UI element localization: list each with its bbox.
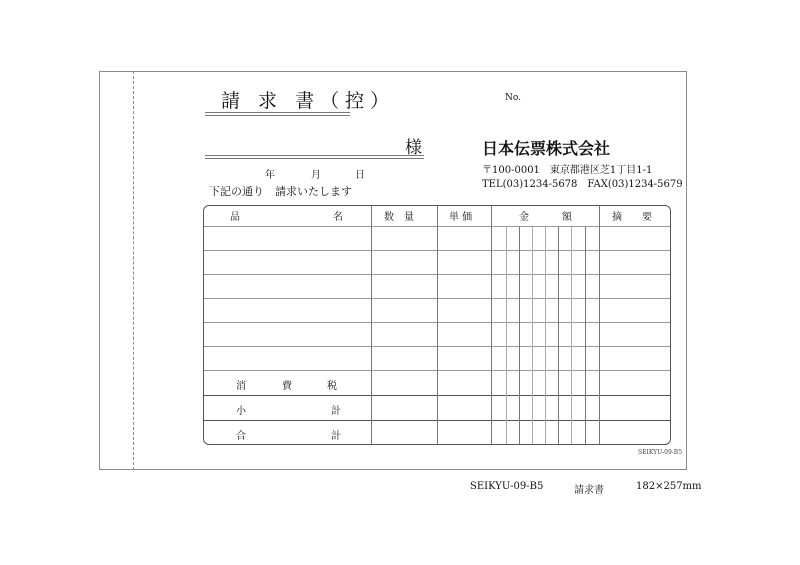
billing-notice: 下記の通り 請求いたします [209, 185, 352, 198]
total-label-2: 計 [331, 431, 341, 442]
footer-product-size: 182×257mm [636, 481, 702, 492]
digit-divider [558, 227, 559, 444]
column-divider [371, 206, 372, 444]
digit-divider [571, 227, 572, 444]
issuer-phone-fax: TEL(03)1234-5678 FAX(03)1234-5679 [482, 179, 683, 190]
footer-product-code: SEIKYU-09-B5 [470, 481, 544, 492]
column-divider [599, 206, 600, 444]
addressee-line [205, 155, 424, 156]
footer-product-name: 請求書 [574, 485, 604, 496]
digit-divider [532, 227, 533, 444]
date-month-label: 月 [311, 170, 321, 181]
number-label: No. [505, 93, 521, 103]
header-unit-price: 単 価 [449, 212, 473, 223]
issuer-address: 〒100-0001 東京都港区芝1丁目1-1 [482, 165, 653, 176]
header-remarks: 摘 要 [612, 212, 652, 223]
date-day-label: 日 [355, 170, 365, 181]
header-quantity: 数 量 [384, 212, 414, 223]
total-label-1: 合 [236, 431, 246, 442]
digit-divider [545, 227, 546, 444]
header-name: 名 [333, 212, 343, 223]
binding-perforation [133, 71, 134, 470]
subtotal-label-2: 計 [331, 406, 341, 417]
tax-label-1: 消 [236, 381, 246, 392]
title-underline [205, 112, 350, 113]
date-year-label: 年 [265, 170, 275, 181]
digit-divider [519, 227, 520, 444]
tax-label-2: 費 [282, 381, 292, 392]
header-amount: 金 [519, 212, 529, 223]
header-item: 品 [230, 212, 240, 223]
column-divider [491, 206, 492, 444]
column-divider [437, 206, 438, 444]
digit-divider [506, 227, 507, 444]
form-code-small: SEIKYU-09-B5 [638, 449, 683, 456]
digit-divider [585, 227, 586, 444]
tax-label-3: 税 [327, 381, 337, 392]
addressee-line [205, 158, 424, 159]
honorific-sama: 様 [405, 138, 422, 158]
invoice-title: 請 求 書（控） [221, 90, 396, 112]
issuer-company-name: 日本伝票株式会社 [482, 139, 611, 158]
title-underline [205, 115, 350, 116]
header-amount-2: 額 [562, 212, 572, 223]
subtotal-label-1: 小 [236, 406, 246, 417]
